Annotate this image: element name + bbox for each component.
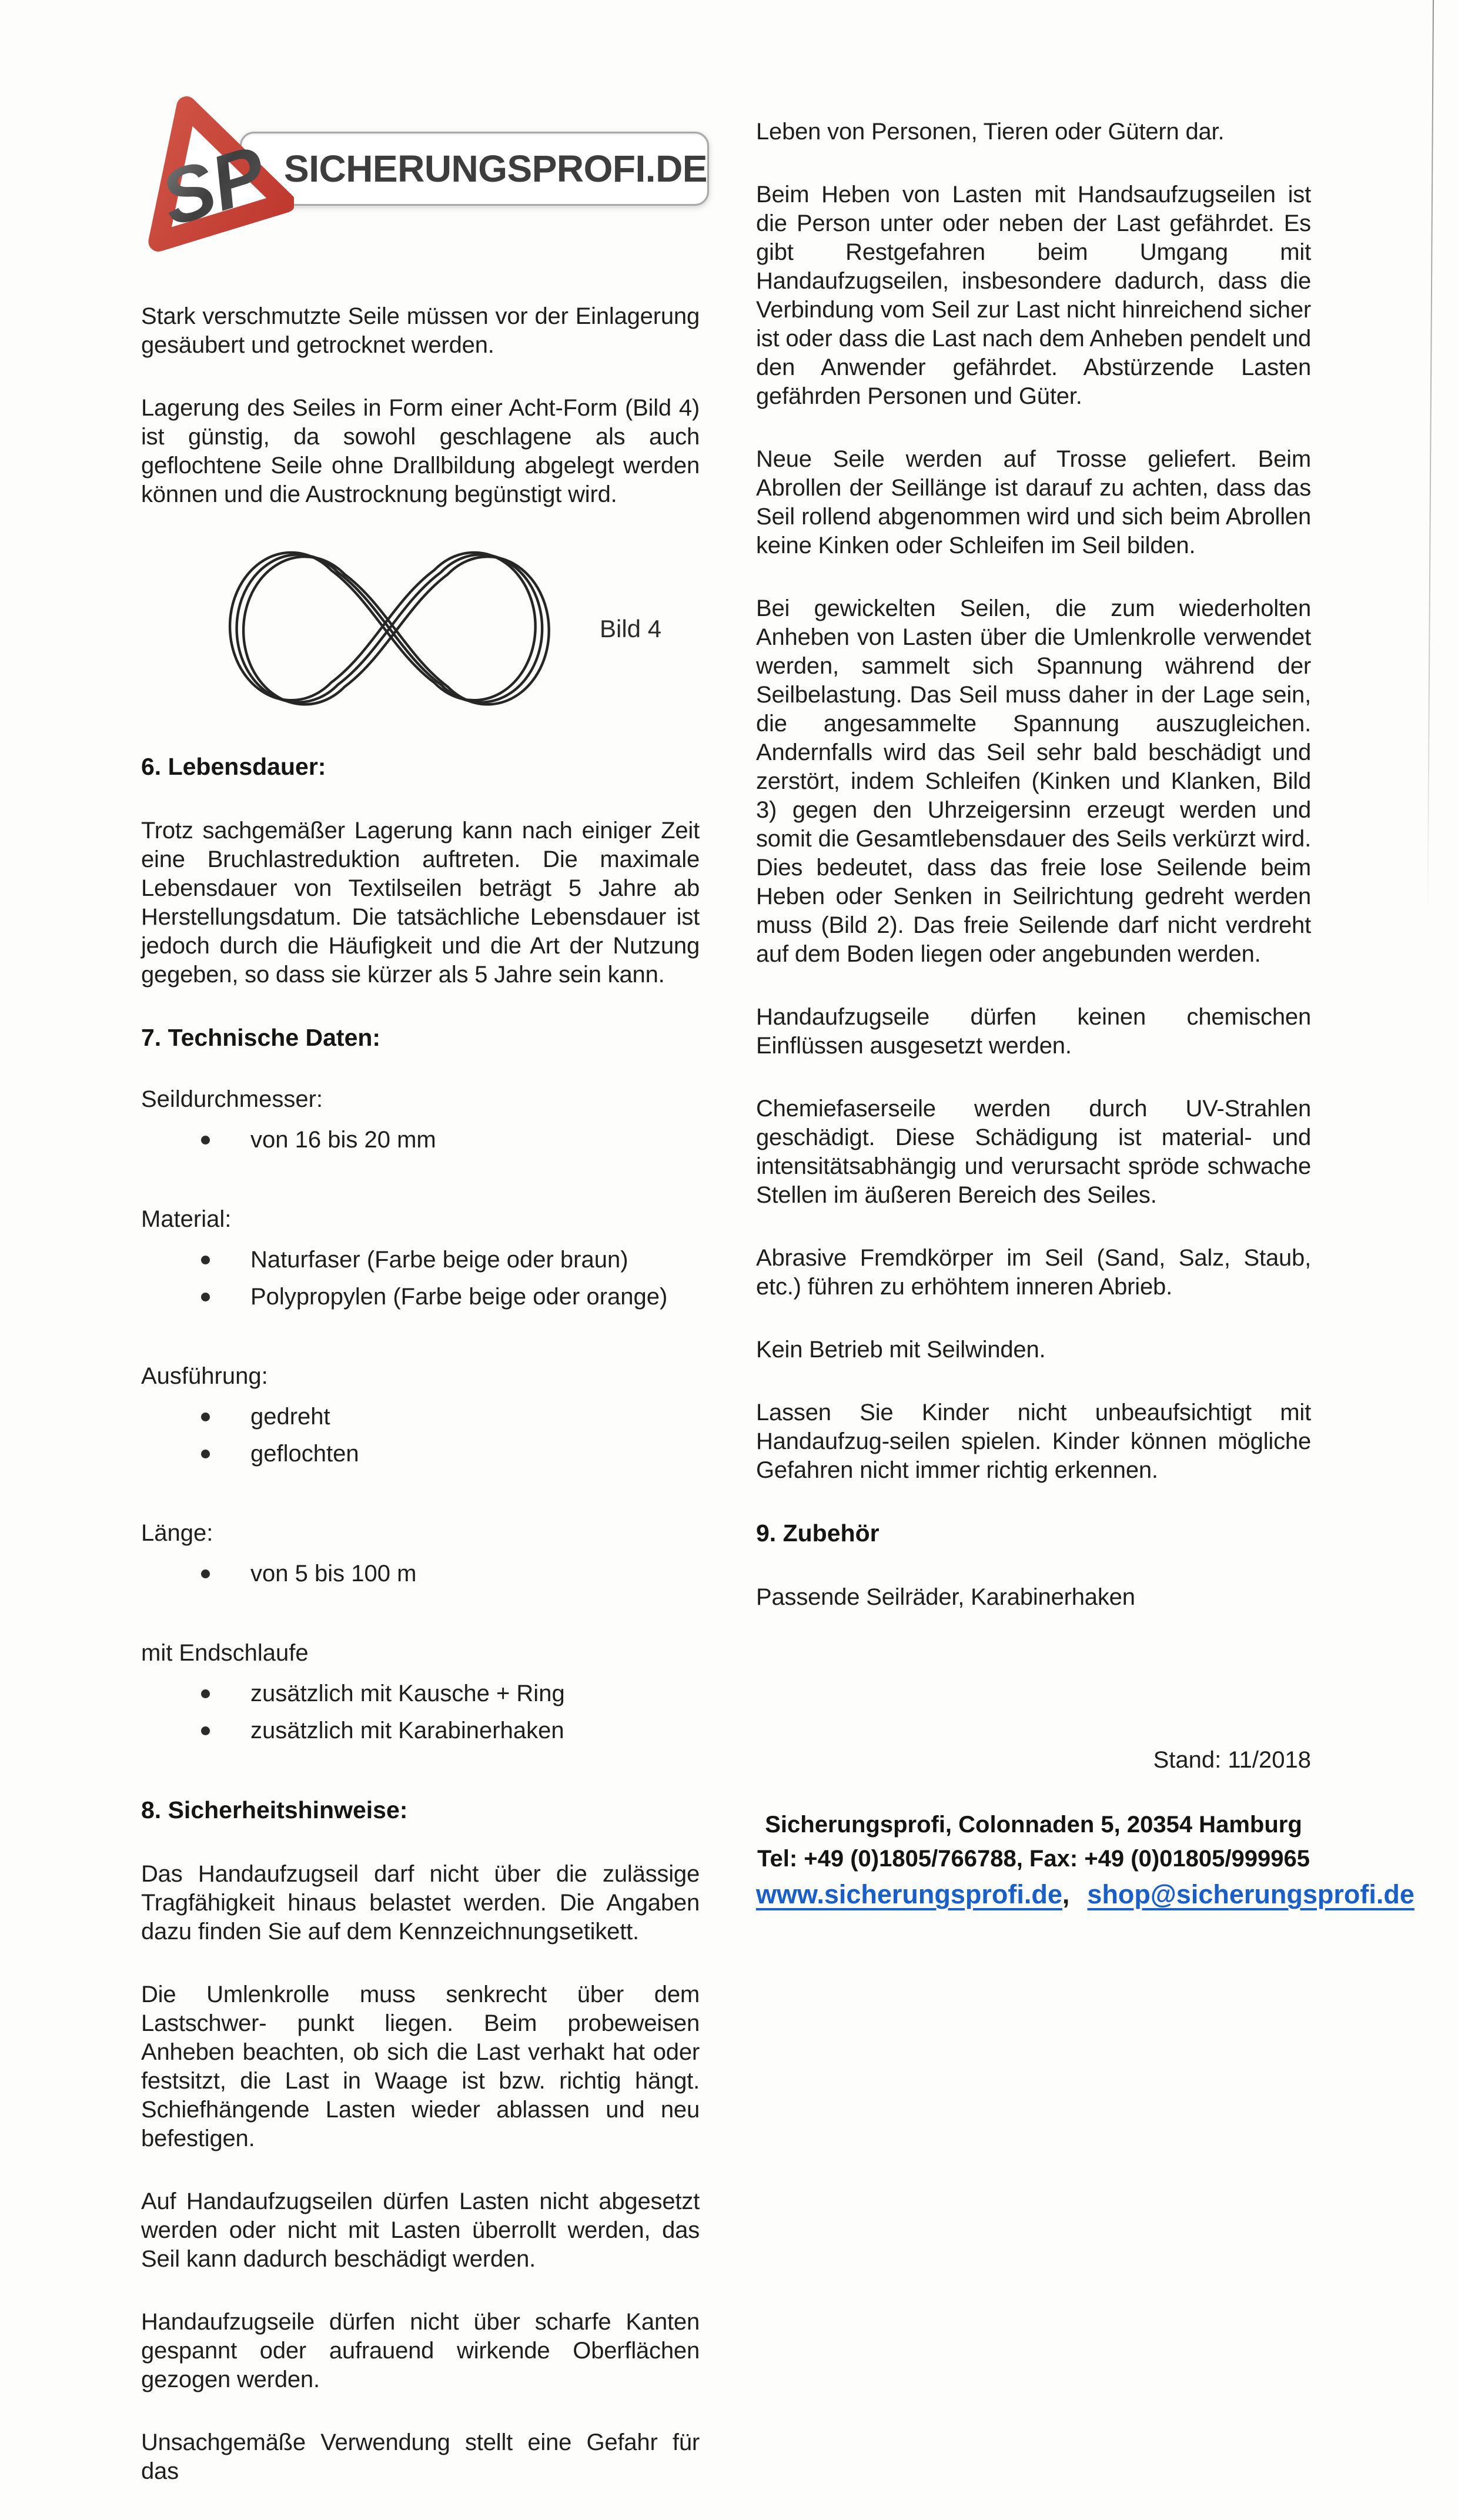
section-title-lebensdauer: 6. Lebensdauer: <box>141 753 326 780</box>
spec-item-text: zusätzlich mit Karabinerhaken <box>250 1718 564 1743</box>
spec-label: Material: <box>141 1206 232 1232</box>
spec-item-text: Polypropylen (Farbe beige oder orange) <box>250 1284 668 1310</box>
figure-bild4 <box>141 543 700 715</box>
spec-label: Ausführung: <box>141 1363 268 1389</box>
section-title-sicherheitshinweise: 8. Sicherheitshinweise: <box>141 1796 408 1823</box>
paragraph: Kein Betrieb mit Seilwinden. <box>756 1337 1046 1363</box>
safety-paragraph: Die Umlenkrolle muss senkrecht über dem Lastschwer- punkt liegen. Beim probeweisen Anheben beachten, ob sich die Last verhakt hat oder festsitzt, die Last in Waage ist bzw. richtig hängt. Schiefhängende Lasten wieder ablassen und neu befestigen. <box>141 1982 700 2151</box>
list-item <box>141 1679 700 1708</box>
bullet-icon <box>201 1689 210 1698</box>
list-item <box>141 1716 700 1745</box>
figure-label: Bild 4 <box>600 615 662 642</box>
left-column <box>141 118 707 2520</box>
paragraph: Chemiefaserseile werden durch UV-Strahlen geschädigt. Diese Schädigung ist material- und intensitätsabhängig und verursacht spröde schwache Stellen im äußeren Bereich des Seiles. <box>756 1096 1311 1208</box>
spec-group-endschlaufe <box>141 1639 700 1745</box>
spec-group-laenge <box>141 1519 700 1588</box>
paragraph-zubehoer: Passende Seilräder, Karabinerhaken <box>756 1584 1135 1610</box>
list-item <box>141 1440 700 1468</box>
paragraph: Bei gewickelten Seilen, die zum wiederholten Anheben von Lasten über die Umlenkrolle verwendet werden, sammelt sich Spannung während der Seilbelastung. Das Seil muss daher in der Lage sein, die angesammelte Spannung auszugleichen. Andernfalls wird das Seil sehr bald beschädigt und zerstört, indem Schleifen (Kinken und Klanken, Bild 3) gegen den Uhrzeigersinn erzeugt werden und somit die Gesamtlebensdauer des Seils verkürzt wird. Dies bedeutet, dass das freie lose Seilende beim Heben oder Senken in Seilrichtung gedreht werden muss (Bild 2). Das freie Seilende darf nicht verdreht auf dem Boden liegen oder angebunden werden. <box>756 595 1311 967</box>
email-link[interactable]: shop@sicherungsprofi.de <box>1087 1879 1414 1909</box>
bullet-icon <box>201 1569 210 1578</box>
brand-text: SICHERUNGSPROFI.DE <box>284 148 707 190</box>
sp-triangle-icon <box>118 81 294 257</box>
spec-item-text: Naturfaser (Farbe beige oder braun) <box>250 1247 628 1273</box>
spec-group-ausfuehrung <box>141 1362 700 1468</box>
sp-monogram: SP <box>151 129 276 243</box>
right-column <box>756 118 1414 2520</box>
paragraph: Lassen Sie Kinder nicht unbeaufsichtigt mit Handaufzug-seilen spielen. Kinder können mögliche Gefahren nicht immer richtig erkennen. <box>756 1400 1311 1483</box>
spec-label: mit Endschlaufe <box>141 1640 309 1666</box>
bullet-icon <box>201 1726 210 1735</box>
section-title-zubehoer: 9. Zubehör <box>756 1520 880 1547</box>
contact-phone-line: Tel: +49 (0)1805/766788, Fax: +49 (0)01805/999965 <box>757 1846 1310 1872</box>
bullet-icon <box>201 1293 210 1301</box>
paragraph: Leben von Personen, Tieren oder Gütern dar. <box>756 119 1225 145</box>
spec-group-material <box>141 1205 700 1311</box>
paragraph-storage-2: Lagerung des Seiles in Form einer Acht-Form (Bild 4) ist günstig, da sowohl geschlagene als auch geflochtene Seile ohne Drallbildung abgelegt werden können und die Austrocknung begünstigt wird. <box>141 395 700 507</box>
links-separator: , <box>1062 1879 1070 1909</box>
list-item <box>141 1403 700 1431</box>
safety-paragraph: Auf Handaufzugseilen dürfen Lasten nicht abgesetzt werden oder nicht mit Lasten überrollt werden, das Seil kann dadurch beschädigt werden. <box>141 2188 700 2272</box>
figure-eight-rope-icon <box>200 543 564 715</box>
bullet-icon <box>201 1450 210 1458</box>
spec-item-text: von 5 bis 100 m <box>250 1561 417 1587</box>
list-item <box>141 1283 700 1311</box>
logo <box>141 118 707 266</box>
list-item <box>141 1126 700 1154</box>
spec-group-seildurchmesser <box>141 1085 700 1154</box>
website-link[interactable]: www.sicherungsprofi.de <box>756 1879 1062 1909</box>
bullet-icon <box>201 1136 210 1144</box>
revision-date: Stand: 11/2018 <box>1153 1747 1311 1773</box>
list-item <box>141 1246 700 1274</box>
list-item <box>141 1559 700 1588</box>
spec-item-text: gedreht <box>250 1404 330 1430</box>
safety-paragraph: Unsachgemäße Verwendung stellt eine Gefahr für das <box>141 2429 700 2484</box>
spec-item-text: von 16 bis 20 mm <box>250 1127 436 1153</box>
contact-links-line <box>756 1877 1414 1912</box>
spec-label: Länge: <box>141 1520 213 1546</box>
paragraph: Handaufzugseile dürfen keinen chemischen Einflüssen ausgesetzt werden. <box>756 1004 1311 1059</box>
safety-paragraph: Handaufzugseile dürfen nicht über scharfe Kanten gespannt oder aufrauend wirkende Oberflächen gezogen werden. <box>141 2309 700 2392</box>
paragraph: Beim Heben von Lasten mit Handsaufzugseilen ist die Person unter oder neben der Last gefährdet. Es gibt Restgefahren beim Umgang mit Handaufzugseilen, insbesondere dadurch, dass die Verbindung vom Seil zur Last nicht hinreichend sicher ist oder dass die Last nach dem Anheben pendelt und den Anwender gefährdet. Abstürzende Lasten gefährden Personen und Güter. <box>756 182 1311 409</box>
brand-banner <box>240 132 709 206</box>
bullet-icon <box>201 1256 210 1264</box>
spec-item-text: geflochten <box>250 1441 359 1467</box>
spec-item-text: zusätzlich mit Kausche + Ring <box>250 1681 565 1706</box>
paragraph-lebensdauer: Trotz sachgemäßer Lagerung kann nach einiger Zeit eine Bruchlastreduktion auftreten. Die maximale Lebensdauer von Textilseilen beträgt 5 Jahre ab Herstellungsdatum. Die tatsächliche Lebensdauer ist jedoch durch die Häufigkeit und die Art der Nutzung gegeben, so dass sie kürzer als 5 Jahre sein kann. <box>141 818 700 988</box>
contact-address-line: Sicherungsprofi, Colonnaden 5, 20354 Hamburg <box>765 1812 1302 1838</box>
safety-paragraph: Das Handaufzugseil darf nicht über die zulässige Tragfähigkeit hinaus belastet werden. Die Angaben dazu finden Sie auf dem Kennzeichnungsetikett. <box>141 1861 700 1945</box>
spec-label: Seildurchmesser: <box>141 1086 323 1112</box>
section-title-technische-daten: 7. Technische Daten: <box>141 1024 381 1051</box>
paragraph: Abrasive Fremdkörper im Seil (Sand, Salz, Staub, etc.) führen zu erhöhtem inneren Abrieb. <box>756 1245 1311 1300</box>
paragraph-storage-1: Stark verschmutzte Seile müssen vor der Einlagerung gesäubert und getrocknet werden. <box>141 303 700 358</box>
bullet-icon <box>201 1413 210 1421</box>
contact-block <box>756 1808 1311 1876</box>
paragraph: Neue Seile werden auf Trosse geliefert. Beim Abrollen der Seillänge ist darauf zu achten, dass das Seil rollend abgenommen wird und sich beim Abrollen keine Kinken oder Schleifen im Seil bilden. <box>756 446 1311 558</box>
